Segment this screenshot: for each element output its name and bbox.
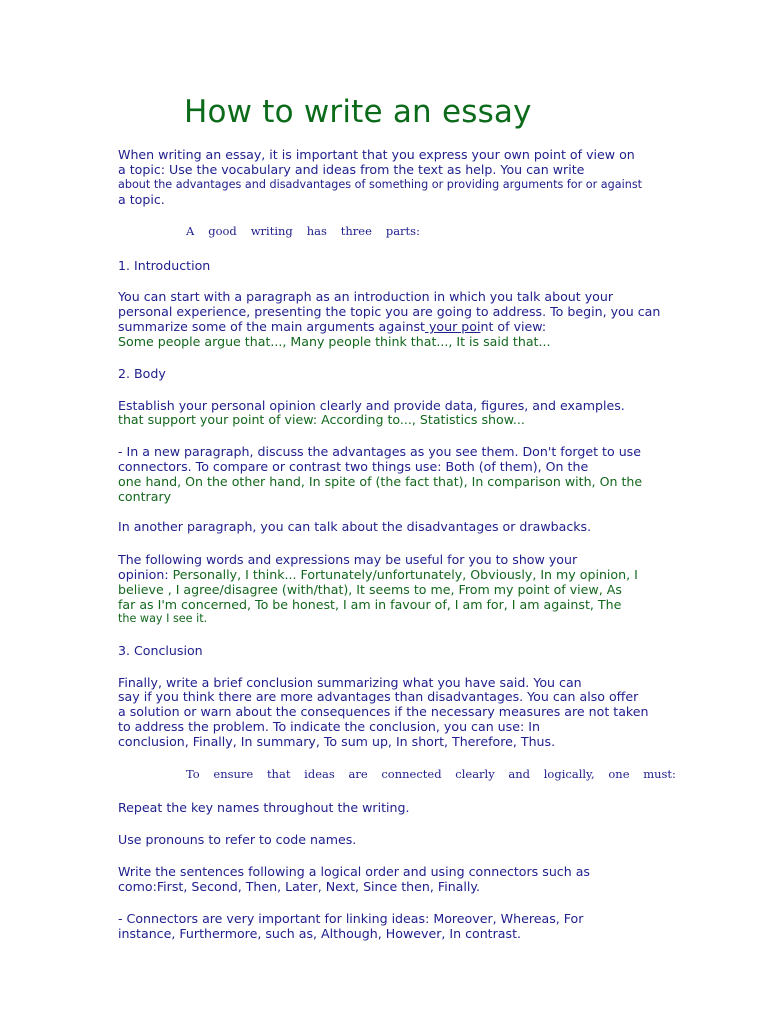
ensure-word: one xyxy=(608,767,630,781)
tip-1: Repeat the key names throughout the writing. xyxy=(118,800,410,815)
ensure-word: ensure xyxy=(213,767,254,781)
page-title: How to write an essay xyxy=(184,94,532,130)
tip-3-line-1: Write the sentences following a logical order and using connectors such as xyxy=(118,864,590,879)
ensure-word: and xyxy=(508,767,531,781)
parts-word: good xyxy=(208,224,237,238)
body-p4-line-4: far as I'm concerned, To be honest, I am in favour of, I am for, I am against, The xyxy=(118,597,622,612)
conclusion-line-5: conclusion, Finally, In summary, To sum up, In short, Therefore, Thus. xyxy=(118,734,556,749)
body-p4-line-3: believe , I agree/disagree (with/that), It seems to me, From my point of view, As xyxy=(118,582,622,597)
introduction-line-3 xyxy=(118,319,546,334)
body-heading: 2. Body xyxy=(118,366,166,381)
introduction-line-1: You can start with a paragraph as an introduction in which you talk about your xyxy=(118,289,614,304)
parts-word: three xyxy=(340,224,372,238)
body-p2-line-3: one hand, On the other hand, In spite of (the fact that), In comparison with, On the xyxy=(118,474,643,489)
conclusion-line-1: Finally, write a brief conclusion summarizing what you have said. You can xyxy=(118,675,582,690)
body-p4-line-5: the way I see it. xyxy=(118,612,208,625)
ensure-word: connected xyxy=(381,767,442,781)
intro-line-3: about the advantages and disadvantages of something or providing arguments for or against xyxy=(118,178,643,191)
body-p4-line-2-start: opinion: xyxy=(118,567,173,582)
parts-word: has xyxy=(306,224,327,238)
intro-line-4: a topic. xyxy=(118,192,165,207)
body-p1-line-2: that support your point of view: According to..., Statistics show... xyxy=(118,412,525,427)
ensure-statement xyxy=(186,767,676,781)
introduction-line-3-end: nt of view: xyxy=(480,319,547,334)
introduction-line-3-underlined: your poi xyxy=(424,319,481,334)
conclusion-heading: 3. Conclusion xyxy=(118,643,203,658)
body-p4-line-2 xyxy=(118,567,638,582)
body-p3-line-1: In another paragraph, you can talk about the disadvantages or drawbacks. xyxy=(118,519,592,534)
ensure-word: are xyxy=(348,767,368,781)
intro-line-2: a topic: Use the vocabulary and ideas from the text as help. You can write xyxy=(118,162,585,177)
introduction-line-3-start: summarize some of the main arguments against xyxy=(118,319,425,334)
conclusion-line-3: a solution or warn about the consequences if the necessary measures are not taken xyxy=(118,704,649,719)
intro-line-1: When writing an essay, it is important that you express your own point of view on xyxy=(118,147,635,162)
body-p2-line-2: connectors. To compare or contrast two things use: Both (of them), On the xyxy=(118,459,589,474)
parts-word: writing xyxy=(250,224,293,238)
tip-4-line-2: instance, Furthermore, such as, Although, However, In contrast. xyxy=(118,926,522,941)
tip-3-line-2: como:First, Second, Then, Later, Next, Since then, Finally. xyxy=(118,879,481,894)
ensure-word: logically, xyxy=(543,767,595,781)
conclusion-line-4: to address the problem. To indicate the conclusion, you can use: In xyxy=(118,719,540,734)
introduction-heading: 1. Introduction xyxy=(118,258,211,273)
body-p1-line-1: Establish your personal opinion clearly and provide data, figures, and examples. xyxy=(118,398,625,413)
ensure-word: that xyxy=(266,767,291,781)
ensure-word: To xyxy=(186,767,200,781)
parts-word: parts: xyxy=(385,224,420,238)
ensure-word: must: xyxy=(643,767,676,781)
introduction-line-2: personal experience, presenting the topic you are going to address. To begin, you can xyxy=(118,304,661,319)
conclusion-line-2: say if you think there are more advantages than disadvantages. You can also offer xyxy=(118,689,639,704)
tip-2: Use pronouns to refer to code names. xyxy=(118,832,357,847)
parts-statement xyxy=(186,224,420,238)
body-p4-line-1: The following words and expressions may be useful for you to show your xyxy=(118,552,578,567)
body-p2-line-4: contrary xyxy=(118,489,172,504)
ensure-word: ideas xyxy=(304,767,335,781)
tip-4-line-1: - Connectors are very important for linking ideas: Moreover, Whereas, For xyxy=(118,911,584,926)
body-p4-line-2-end: Personally, I think... Fortunately/unfortunately, Obviously, In my opinion, I xyxy=(172,567,638,582)
ensure-word: clearly xyxy=(455,767,495,781)
introduction-line-4: Some people argue that..., Many people think that..., It is said that... xyxy=(118,334,551,349)
body-p2-line-1: - In a new paragraph, discuss the advantages as you see them. Don't forget to use xyxy=(118,444,641,459)
parts-word: A xyxy=(186,224,195,238)
